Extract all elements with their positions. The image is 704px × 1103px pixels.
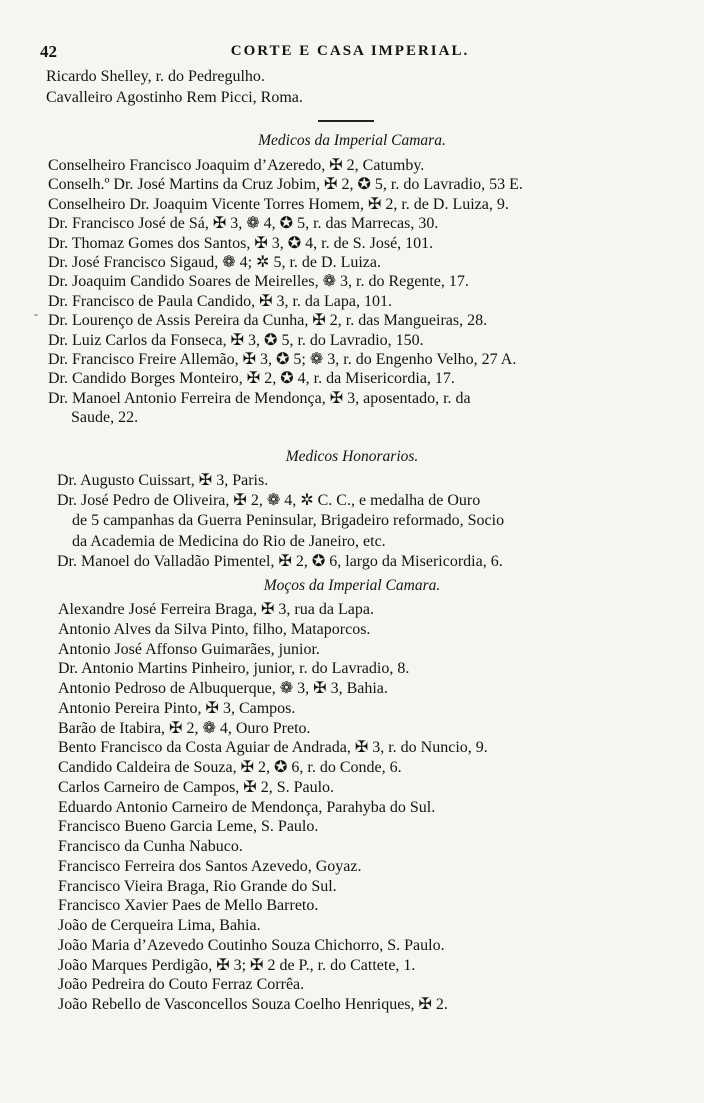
entry-line: Eduardo Antonio Carneiro de Mendonça, Parahyba do Sul. bbox=[58, 798, 436, 816]
entry-line: Dr. Antonio Martins Pinheiro, junior, r. do Lavradio, 8. bbox=[58, 660, 410, 678]
margin-mark: - bbox=[34, 307, 38, 321]
entry-line: Carlos Carneiro de Campos, ✠ 2, S. Paulo. bbox=[58, 778, 335, 796]
entry-line: Dr. Manoel do Valladão Pimentel, ✠ 2, ✪ 6, largo da Misericordia, 6. bbox=[57, 552, 503, 570]
entry-line: Candido Caldeira de Souza, ✠ 2, ✪ 6, r. do Conde, 6. bbox=[58, 759, 402, 776]
entry-line: Dr. Francisco Freire Allemão, ✠ 3, ✪ 5; ❁ 3, r. do Engenho Velho, 27 A. bbox=[48, 351, 517, 368]
section-title-medicos-honorarios: Medicos Honorarios. bbox=[285, 448, 419, 465]
entry-line: Antonio Pedroso de Albuquerque, ❁ 3, ✠ 3, Bahia. bbox=[58, 680, 388, 697]
page-number: 42 bbox=[40, 42, 57, 61]
entry-line: Dr. Lourenço de Assis Pereira da Cunha, ✠ 2, r. das Mangueiras, 28. bbox=[48, 312, 488, 330]
entry-line: João Maria d’Azevedo Coutinho Souza Chichorro, S. Paulo. bbox=[58, 936, 445, 954]
entry-line: Francisco da Cunha Nabuco. bbox=[58, 838, 243, 855]
running-title: CORTE E CASA IMPERIAL. bbox=[230, 43, 470, 59]
entry-line: Dr. Manoel Antonio Ferreira de Mendonça, ✠ 3, aposentado, r. da bbox=[48, 389, 471, 407]
entry-line: Antonio José Affonso Guimarães, junior. bbox=[58, 640, 320, 658]
entry-line: Francisco Xavier Paes de Mello Barreto. bbox=[58, 897, 319, 915]
entry-line: João de Cerqueira Lima, Bahia. bbox=[58, 917, 261, 934]
entry-line: Francisco Vieira Braga, Rio Grande do Sul. bbox=[58, 877, 337, 895]
entry-line: Bento Francisco da Costa Aguiar de Andrada, ✠ 3, r. do Nuncio, 9. bbox=[58, 739, 488, 757]
section-title-mocos-imperial-camara: Moços da Imperial Camara. bbox=[263, 577, 441, 594]
entry-line: Dr. José Francisco Sigaud, ❁ 4; ✲ 5, r. de D. Luiza. bbox=[48, 254, 381, 271]
entry-line: Antonio Alves da Silva Pinto, filho, Mataporcos. bbox=[58, 620, 371, 638]
entry-line: Dr. Thomaz Gomes dos Santos, ✠ 3, ✪ 4, r. de S. José, 101. bbox=[48, 234, 434, 252]
entry-line: Dr. Francisco José de Sá, ✠ 3, ❁ 4, ✪ 5, r. das Marrecas, 30. bbox=[48, 215, 439, 233]
entry-line: João Marques Perdigão, ✠ 3; ✠ 2 de P., r. do Cattete, 1. bbox=[58, 956, 416, 974]
entry-line: João Rebello de Vasconcellos Souza Coelho Henriques, ✠ 2. bbox=[58, 996, 448, 1013]
section-divider bbox=[318, 120, 374, 122]
entry-line: João Pedreira do Couto Ferraz Corrêa. bbox=[58, 976, 305, 994]
entry-line: Alexandre José Ferreira Braga, ✠ 3, rua da Lapa. bbox=[58, 601, 374, 618]
entry-line: da Academia de Medicina do Rio de Janeiro, etc. bbox=[72, 532, 386, 550]
entry-line: de 5 campanhas da Guerra Peninsular, Brigadeiro reformado, Socio bbox=[72, 512, 505, 530]
intro-line: Cavalleiro Agostinho Rem Picci, Roma. bbox=[46, 89, 303, 106]
entry-line: Dr. Augusto Cuissart, ✠ 3, Paris. bbox=[57, 472, 269, 489]
section-title-medicos-imperial-camara: Medicos da Imperial Camara. bbox=[258, 132, 446, 149]
entry-line: Dr. José Pedro de Oliveira, ✠ 2, ❁ 4, ✲ C. C., e medalha de Ouro bbox=[57, 492, 481, 510]
entry-line: Antonio Pereira Pinto, ✠ 3, Campos. bbox=[58, 699, 296, 717]
page-header bbox=[40, 42, 660, 66]
entry-line: Saude, 22. bbox=[71, 409, 139, 427]
entry-line: Francisco Bueno Garcia Leme, S. Paulo. bbox=[58, 818, 319, 836]
entry-line: Barão de Itabira, ✠ 2, ❁ 4, Ouro Preto. bbox=[58, 719, 311, 737]
intro-line: Ricardo Shelley, r. do Pedregulho. bbox=[46, 68, 265, 85]
entry-line: Dr. Joaquim Candido Soares de Meirelles, ❁ 3, r. do Regente, 17. bbox=[48, 273, 469, 291]
entry-line: Dr. Luiz Carlos da Fonseca, ✠ 3, ✪ 5, r. do Lavradio, 150. bbox=[48, 331, 424, 349]
entry-line: Dr. Francisco de Paula Candido, ✠ 3, r. da Lapa, 101. bbox=[48, 292, 392, 310]
entry-line: Conselheiro Dr. Joaquim Vicente Torres Homem, ✠ 2, r. de D. Luiza, 9. bbox=[48, 195, 509, 213]
entry-line: Conselh.º Dr. José Martins da Cruz Jobim, ✠ 2, ✪ 5, r. do Lavradio, 53 E. bbox=[48, 176, 523, 194]
entry-line: Conselheiro Francisco Joaquim d’Azeredo, ✠ 2, Catumby. bbox=[48, 157, 425, 174]
entry-line: Francisco Ferreira dos Santos Azevedo, Goyaz. bbox=[58, 857, 362, 875]
entry-line: Dr. Candido Borges Monteiro, ✠ 2, ✪ 4, r. da Misericordia, 17. bbox=[48, 370, 455, 388]
